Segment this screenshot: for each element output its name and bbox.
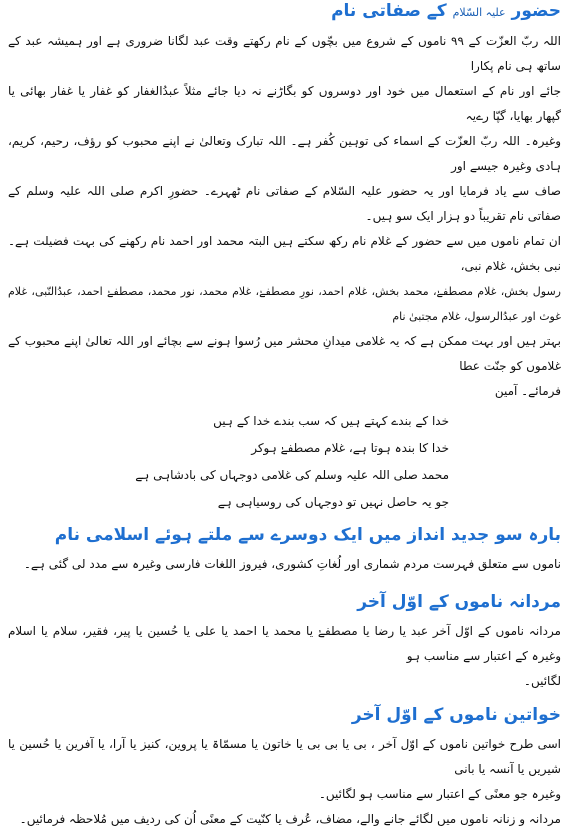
text-line: اسی طرح خواتین ناموں کے اوّل آخر ، بی یا بی بی یا خاتون یا مسمّاۃ یا پروین، کنیز یا آرا، یا آفرین یا حُسین یا شیریں یا آنسہ یا بانی [8, 737, 561, 776]
text-line: جائے اور نام کے استعمال میں خود اور دوسروں کو بگاڑنے نہ دیا جائے مثلاً عبدُالغفار کو غفار یا غفار بھائی یا گپھار بھایا، گپّا رےیہ [8, 84, 561, 123]
poem-line: خدا کا بندہ ہوتا ہے، غلام مصطفےٰ ہوکر [251, 441, 449, 455]
poem-block [8, 408, 561, 516]
text-line: وغیرہ جو معنًی کے اعتبار سے مناسب ہو لگائیں۔ [318, 787, 561, 801]
section-heading-1200-names: بارہ سو جدید انداز میں ایک دوسرے سے ملتے ہوئے اسلامی نام [54, 525, 561, 545]
text-line: ان تمام ناموں میں سے حضور کے غلام نام رکھ سکتے ہیں البتہ محمد اور احمد نام رکھنے کی بہت فضیلت ہے۔ نبی بخش، غلام نبی، [8, 234, 561, 273]
text-line: اللہ ربّ العزّت کے ۹۹ ناموں کے شروع میں بچّوں کے نام رکھتے وقت عبد لگانا ضروری ہے اور ہمیشہ عبد کے ساتھ ہی نام پکارا [8, 34, 561, 73]
section2-body [8, 552, 561, 577]
section-heading-male-names: مردانہ ناموں کے اوّل آخر [357, 592, 561, 612]
text-line-amen: فرمائے۔ آمین [494, 384, 561, 398]
poem-line: محمد صلی اللہ علیہ وسلم کی غلامی دوجہاں کی بادشاہی ہے [135, 468, 449, 482]
heading-rest: کے صفاتی نام [331, 1, 447, 21]
section-heading-prophet-names [8, 0, 561, 24]
text-line: مردانہ و زنانہ ناموں میں لگائے جانے والے، مضاف، عُرف یا کنّیت کے معنًی اُن کی ردیف میں مُلاحظہ فرمائیں۔ [19, 812, 561, 826]
section3-body [8, 619, 561, 694]
text-line: بہتر ہیں اور بہت ممکن ہے کہ یہ غلامی میدانِ محشر میں رُسوا ہونے سے بچائے اور اللہ تعالیٰ اپنے محبوب کے غلاموں کو جنّت عطا [8, 334, 561, 373]
text-line: لگائیں۔ [523, 674, 561, 688]
text-line: صاف سے یاد فرمایا اور یہ حضور علیہ السّلام کے صفاتی نام ٹھہرے۔ حضورِ اکرم صلی اللہ علیہ وسلم کے صفاتی نام تقریباً دو ہزار ایک سو ہیں۔ [8, 184, 561, 223]
heading-main-word: حضور [511, 1, 561, 21]
section-heading-female-names: خواتین ناموں کے اوّل آخر [351, 705, 561, 725]
poem-line: خدا کے بندے کہتے ہیں کہ سب بندے خدا کے ہیں [213, 414, 449, 428]
section4-body [8, 732, 561, 832]
text-line: رسول بخش، غلام مصطفےٰ، محمد بخش، غلام احمد، نورِ مصطفےٰ، غلام محمد، نور محمد، مصطفےٰ احمد، عبدُالنّبی، غلام غوث اور عبدُالرسول، غلام مجتبیٰ نام [8, 285, 561, 323]
poem-line: جو یہ حاصل نہیں تو دوجہاں کی روسیاہی ہے [217, 495, 449, 509]
heading-honorific: علیہ السّلام [452, 6, 506, 19]
text-line: مردانہ ناموں کے اوّل آخر عبد یا رضا یا مصطفےٰ یا محمد یا احمد یا علی یا حُسین یا پیر، فقیر، سلام یا اسلام وغیرہ کے اعتبار سے مناسب ہو [8, 624, 561, 663]
text-line: ناموں سے متعلق فہرست مردم شماری اور لُغاتِ کشوری، فیروز اللغات فارسی وغیرہ سے مدد لی گئی ہے۔ [23, 557, 561, 571]
section1-body [8, 29, 561, 404]
text-line: وغیرہ۔ اللہ ربّ العزّت کے اسماء کی توہین کُفر ہے۔ اللہ تبارک وتعالیٰ نے اپنے محبوب کو رؤف، رحیم، کریم، ہادی وغیرہ جیسے اور [8, 134, 561, 173]
